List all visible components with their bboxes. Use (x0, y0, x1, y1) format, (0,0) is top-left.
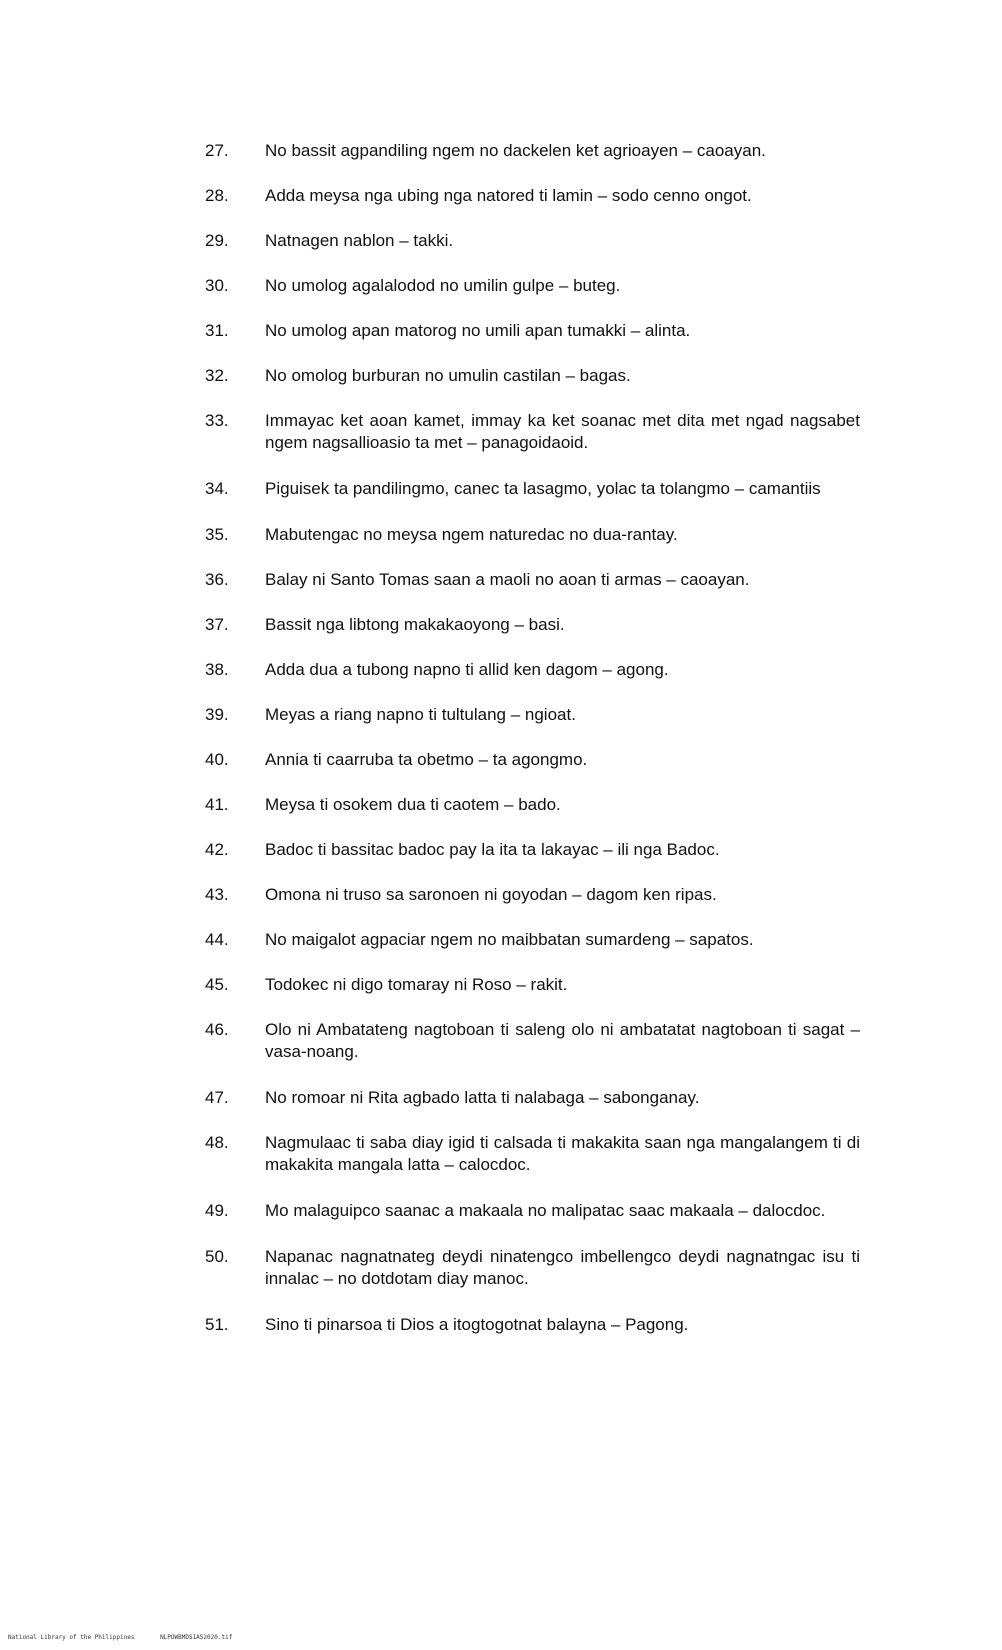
riddle-number: 30. (205, 276, 229, 295)
riddle-text: Natnagen nablon – takki. (265, 231, 454, 250)
riddle-number: 43. (205, 885, 229, 904)
riddle-text: Sino ti pinarsoa ti Dios a itogtogotnat balayna – Pagong. (265, 1315, 689, 1334)
riddle-number: 44. (205, 930, 229, 949)
riddle-number: 40. (205, 750, 229, 769)
riddle-number: 50. (205, 1247, 229, 1266)
riddle-text: Omona ni truso sa saronoen ni goyodan – dagom ken ripas. (265, 885, 717, 904)
riddle-item (205, 839, 860, 861)
riddle-item (205, 524, 860, 546)
riddle-text: Bassit nga libtong makakaoyong – basi. (265, 615, 565, 634)
footer-file-name: NLPOWBMDS1A52020.tif (160, 1634, 233, 1641)
riddle-text: Olo ni Ambatateng nagtoboan ti saleng olo ni ambatatat nagtoboan ti sagat – vasa-noang. (265, 1020, 860, 1061)
riddle-item (205, 1019, 860, 1063)
riddle-number: 46. (205, 1020, 229, 1039)
riddle-item (205, 230, 860, 252)
riddle-item (205, 749, 860, 771)
riddle-text: Badoc ti bassitac badoc pay la ita ta lakayac – ili nga Badoc. (265, 840, 720, 859)
riddle-number: 35. (205, 525, 229, 544)
riddle-text: Adda meysa nga ubing nga natored ti lamin – sodo cenno ongot. (265, 186, 752, 205)
riddle-item (205, 478, 860, 500)
riddle-text: Piguisek ta pandilingmo, canec ta lasagmo, yolac ta tolangmo – camantiis (265, 479, 821, 498)
riddle-text: Mo malaguipco saanac a makaala no malipatac saac makaala – dalocdoc. (265, 1201, 826, 1220)
riddle-number: 29. (205, 231, 229, 250)
riddle-text: No romoar ni Rita agbado latta ti nalabaga – sabonganay. (265, 1088, 700, 1107)
riddle-text: Mabutengac no meysa ngem naturedac no dua-rantay. (265, 525, 678, 544)
riddle-item (205, 974, 860, 996)
riddle-item (205, 884, 860, 906)
riddle-text: No maigalot agpaciar ngem no maibbatan sumardeng – sapatos. (265, 930, 754, 949)
footer (8, 1634, 232, 1641)
riddle-number: 48. (205, 1133, 229, 1152)
riddle-number: 41. (205, 795, 229, 814)
riddle-text: Nagmulaac ti saba diay igid ti calsada ti makakita saan nga mangalangem ti di makakita mangala latta – calocdoc. (265, 1133, 860, 1174)
riddle-item (205, 1314, 860, 1336)
riddle-number: 51. (205, 1315, 229, 1334)
riddle-item (205, 320, 860, 342)
riddle-item (205, 929, 860, 951)
riddle-number: 27. (205, 141, 229, 160)
riddle-text: Immayac ket aoan kamet, immay ka ket soanac met dita met ngad nagsabet ngem nagsallioasio ta met – panagoidaoid. (265, 411, 860, 452)
riddle-number: 38. (205, 660, 229, 679)
riddle-number: 47. (205, 1088, 229, 1107)
riddle-number: 45. (205, 975, 229, 994)
riddle-number: 49. (205, 1201, 229, 1220)
riddle-text: No umolog agalalodod no umilin gulpe – buteg. (265, 276, 621, 295)
riddle-item (205, 1200, 860, 1222)
riddle-item (205, 275, 860, 297)
riddle-number: 34. (205, 479, 229, 498)
riddle-number: 33. (205, 411, 229, 430)
riddle-number: 42. (205, 840, 229, 859)
riddle-text: Todokec ni digo tomaray ni Roso – rakit. (265, 975, 568, 994)
riddle-text: Meyas a riang napno ti tultulang – ngioat. (265, 705, 576, 724)
riddle-item (205, 1132, 860, 1176)
riddle-item (205, 140, 860, 162)
riddle-item (205, 365, 860, 387)
riddle-text: No bassit agpandiling ngem no dackelen ket agrioayen – caoayan. (265, 141, 766, 160)
riddle-number: 28. (205, 186, 229, 205)
riddle-number: 31. (205, 321, 229, 340)
riddle-text: Balay ni Santo Tomas saan a maoli no aoan ti armas – caoayan. (265, 570, 750, 589)
riddle-item (205, 1087, 860, 1109)
riddle-number: 32. (205, 366, 229, 385)
riddle-list (205, 140, 860, 1359)
riddle-item (205, 410, 860, 454)
riddle-item (205, 659, 860, 681)
riddle-text: No umolog apan matorog no umili apan tumakki – alinta. (265, 321, 691, 340)
riddle-item (205, 1246, 860, 1290)
riddle-number: 39. (205, 705, 229, 724)
riddle-text: Adda dua a tubong napno ti allid ken dagom – agong. (265, 660, 669, 679)
riddle-item (205, 569, 860, 591)
riddle-text: Napanac nagnatnateg deydi ninatengco imbellengco deydi nagnatngac isu ti innalac – no dotdotam diay manoc. (265, 1247, 860, 1288)
footer-library-name: National Library of the Philippines (8, 1634, 135, 1641)
riddle-item (205, 794, 860, 816)
riddle-text: Annia ti caarruba ta obetmo – ta agongmo. (265, 750, 588, 769)
riddle-number: 37. (205, 615, 229, 634)
riddle-item (205, 614, 860, 636)
riddle-item (205, 704, 860, 726)
riddle-item (205, 185, 860, 207)
riddle-text: Meysa ti osokem dua ti caotem – bado. (265, 795, 561, 814)
riddle-number: 36. (205, 570, 229, 589)
riddle-text: No omolog burburan no umulin castilan – bagas. (265, 366, 631, 385)
